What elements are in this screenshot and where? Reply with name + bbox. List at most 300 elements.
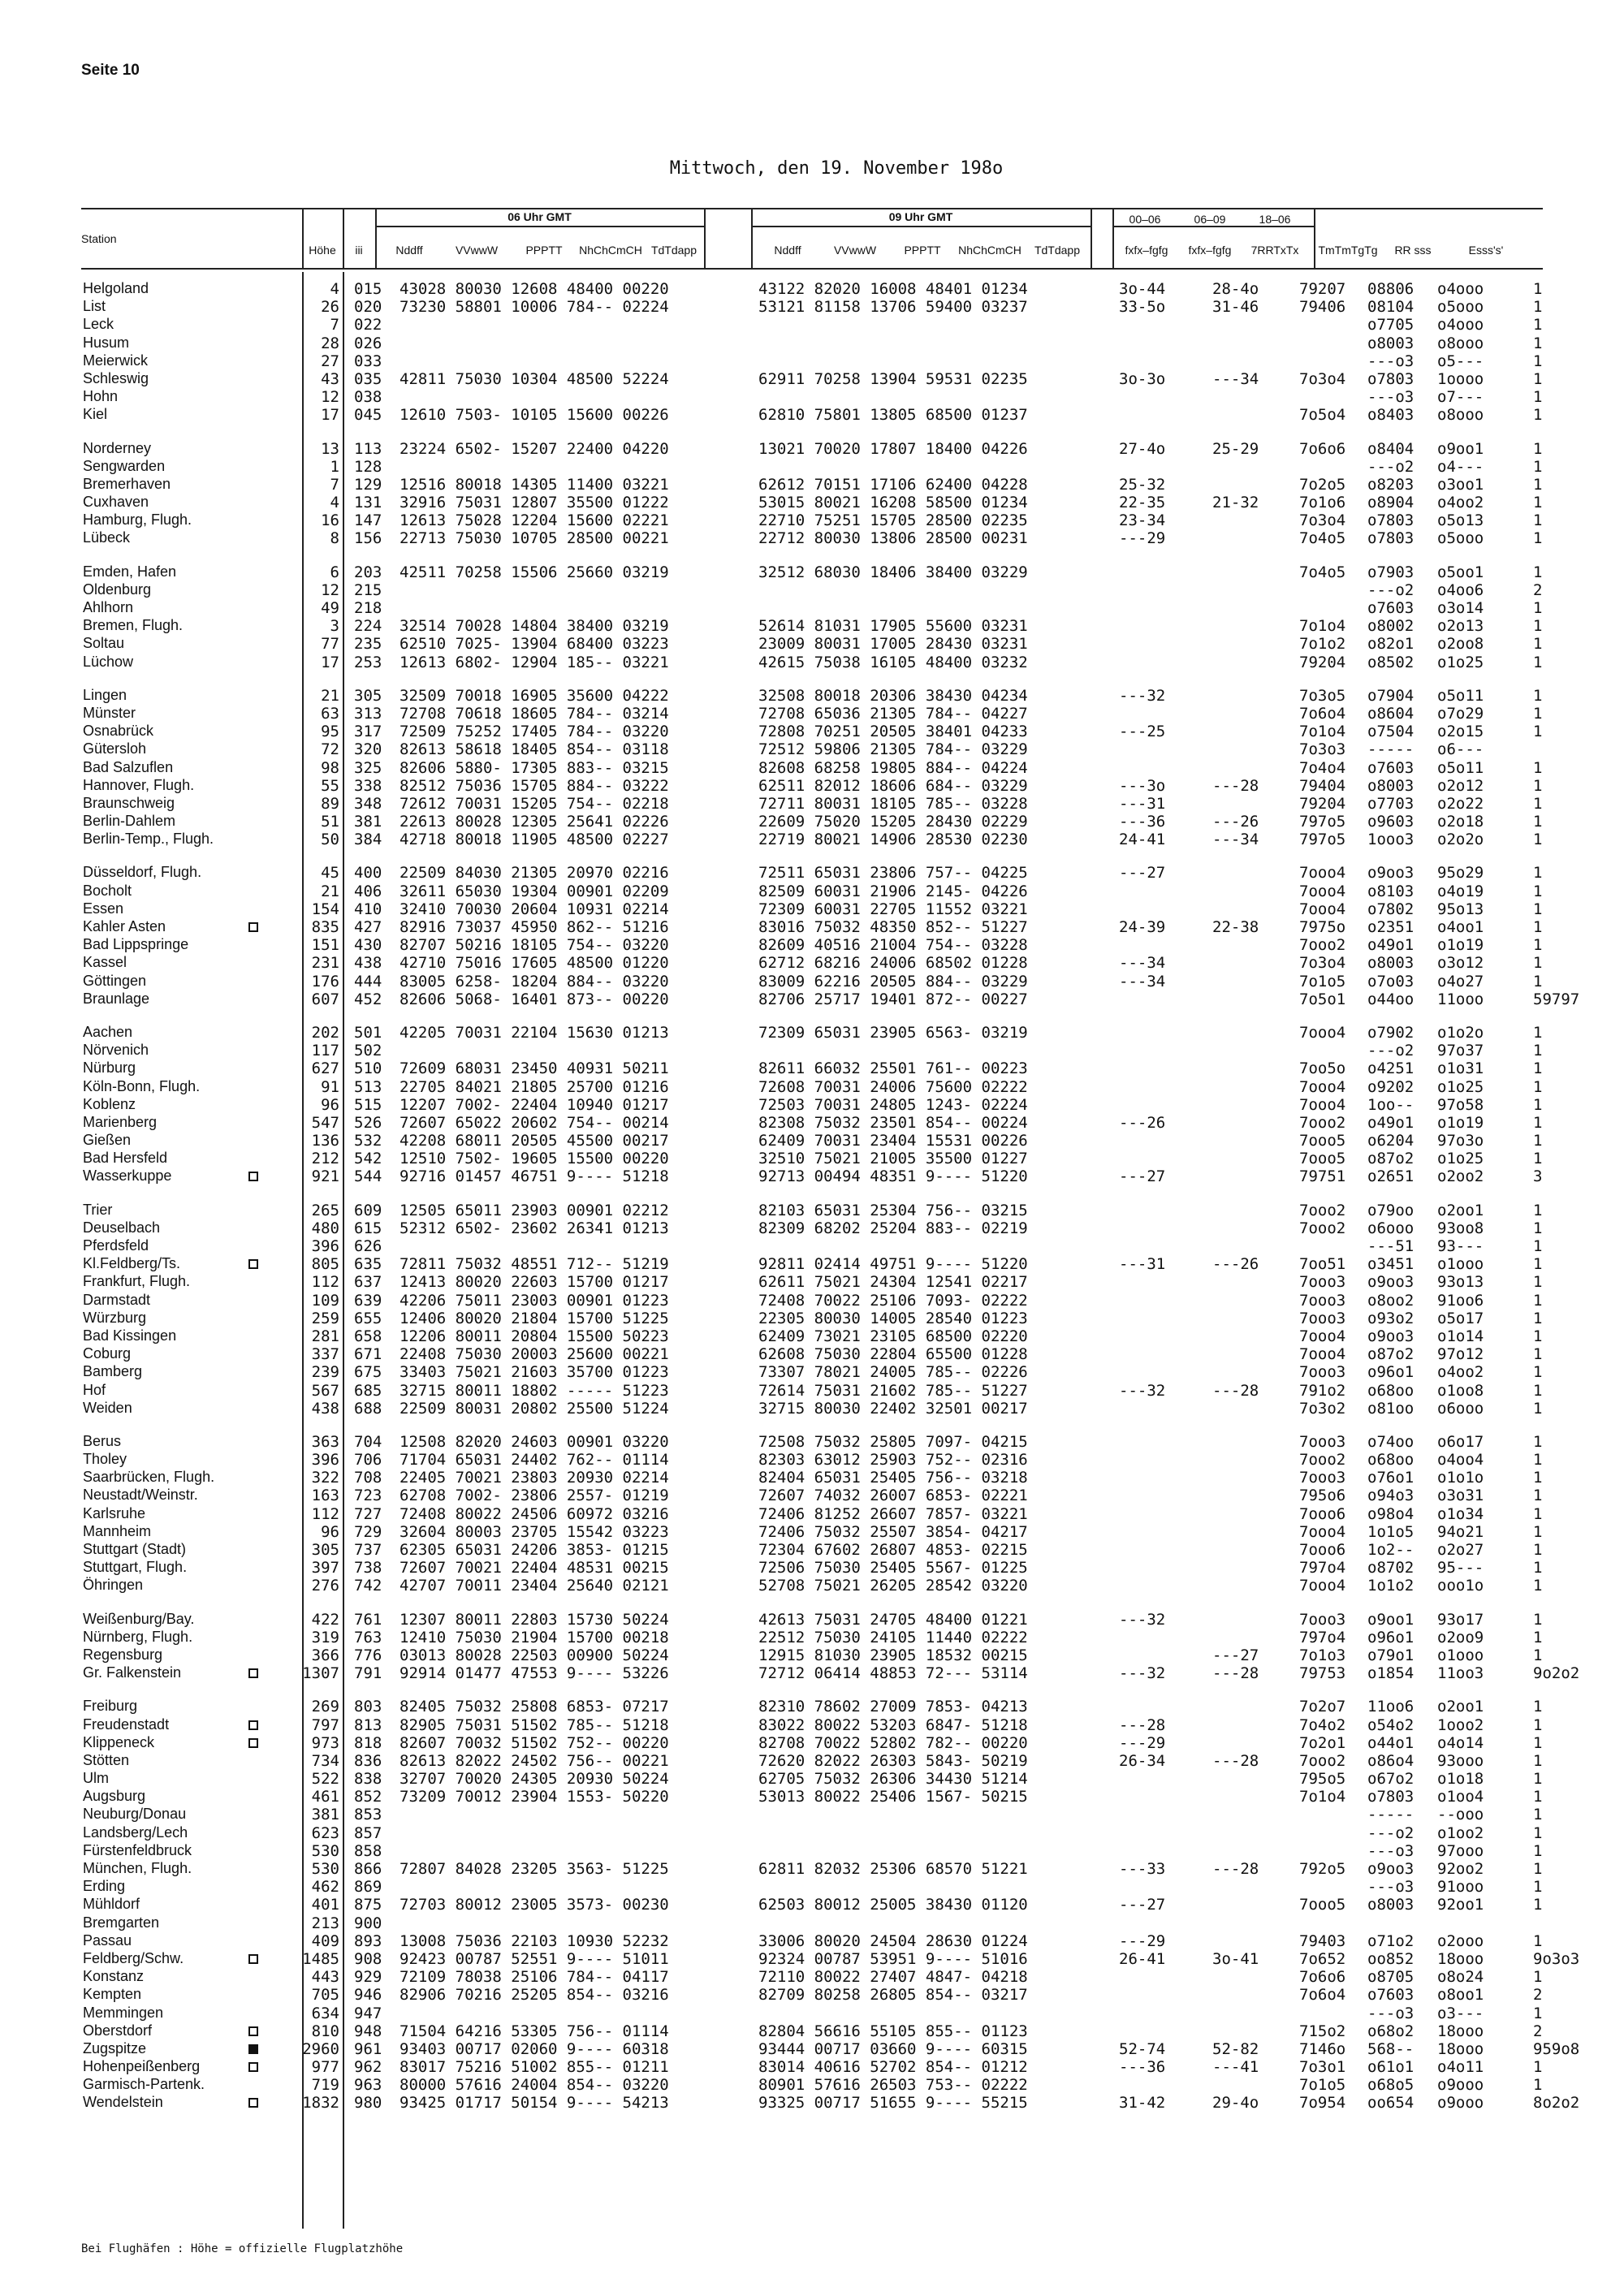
cell-c3: 797o4 <box>1299 1559 1346 1577</box>
cell-h06: 62510 7025- 13904 68400 03223 <box>400 635 669 654</box>
cell-c5: o2oo2 <box>1437 1167 1484 1186</box>
cell-c4: o6ooo <box>1367 1219 1415 1237</box>
cell-hoehe: 396 <box>311 1451 339 1470</box>
cell-c5: o3o12 <box>1437 954 1484 973</box>
cell-c4: o8702 <box>1367 1559 1415 1577</box>
cell-c4: ---o3 <box>1367 388 1415 407</box>
cell-c3: 7o1o5 <box>1299 2076 1346 2095</box>
table-row <box>81 406 1543 424</box>
table-row <box>81 599 1543 617</box>
cell-c4: o7802 <box>1367 900 1415 918</box>
cell-c4: ---o2 <box>1367 580 1415 599</box>
header-rule-06 <box>375 226 704 227</box>
cell-c5: 94o21 <box>1437 1522 1484 1541</box>
station-name: Düsseldorf, Flugh. <box>83 864 202 881</box>
station-name: Hamburg, Flugh. <box>83 511 192 529</box>
station-name: Frankfurt, Flugh. <box>83 1273 191 1290</box>
cell-c6: 1 <box>1533 334 1543 352</box>
cell-h06: 73209 70012 23904 1553- 50220 <box>400 1788 669 1806</box>
cell-c3: 7ooo4 <box>1299 882 1346 900</box>
table-row <box>81 1202 1543 1219</box>
cell-hoehe: 810 <box>311 2022 339 2040</box>
station-name: Braunlage <box>83 990 150 1007</box>
cell-c5: o4o11 <box>1437 2058 1484 2077</box>
cell-iii: 427 <box>354 918 382 936</box>
col-tdtd-06: TdTdapp <box>650 244 698 257</box>
table-row <box>81 334 1543 352</box>
cell-iii: 948 <box>354 2022 382 2040</box>
cell-c4: o67o2 <box>1367 1770 1415 1789</box>
cell-iii: 742 <box>354 1577 382 1595</box>
cell-c5: o2o2o <box>1437 831 1484 849</box>
cell-c4: o54o2 <box>1367 1716 1415 1734</box>
station-header: Station <box>81 232 117 245</box>
cell-hoehe: 17 <box>321 406 339 425</box>
cell-iii: 791 <box>354 1664 382 1683</box>
col-rr-sss: RR sss <box>1394 244 1432 257</box>
cell-hoehe: 212 <box>311 1150 339 1168</box>
cell-hoehe: 627 <box>311 1060 339 1078</box>
cell-hoehe: 112 <box>311 1504 339 1523</box>
station-name: Braunschweig <box>83 794 175 811</box>
cell-c3: 7ooo5 <box>1299 1150 1346 1168</box>
cell-c5: o3o14 <box>1437 599 1484 617</box>
cell-h06: 33403 75021 21603 35700 01223 <box>400 1363 669 1382</box>
cell-h09: 82709 80258 26805 854-- 03217 <box>758 1986 1028 2005</box>
cell-c3: 797o5 <box>1299 831 1346 849</box>
cell-c5: 93--- <box>1437 1237 1484 1255</box>
header-divider <box>1091 208 1092 268</box>
cell-c5: o2oo1 <box>1437 1698 1484 1716</box>
cell-c6: 1 <box>1533 2058 1543 2077</box>
cell-c3: 7ooo3 <box>1299 1610 1346 1629</box>
cell-c1: 22-35 <box>1119 494 1166 512</box>
col-esss: Esss's' <box>1468 244 1504 257</box>
cell-c4: o61o1 <box>1367 2058 1415 2077</box>
cell-c5: ooo1o <box>1437 1577 1484 1595</box>
cell-c5: o3o31 <box>1437 1487 1484 1505</box>
cell-c5: o1oo2 <box>1437 1823 1484 1842</box>
cell-c1: 24-39 <box>1119 918 1166 936</box>
cell-c4: o93o2 <box>1367 1309 1415 1327</box>
cell-h06: 12613 6802- 12904 185-- 03221 <box>400 653 669 671</box>
cell-iii: 776 <box>354 1646 382 1664</box>
cell-c2: ---26 <box>1212 1255 1259 1274</box>
cell-iii: 961 <box>354 2039 382 2058</box>
cell-c4: ---o2 <box>1367 457 1415 476</box>
cell-hoehe: 43 <box>321 369 339 388</box>
cell-c1: 3o-3o <box>1119 369 1166 388</box>
table-row <box>81 617 1543 635</box>
station-name: Darmstadt <box>83 1291 151 1308</box>
cell-c4: o7803 <box>1367 529 1415 548</box>
period-18-06: 18–06 <box>1259 213 1291 226</box>
cell-c4: o68o2 <box>1367 2022 1415 2040</box>
station-group <box>81 1024 1543 1186</box>
cell-c5: o7o29 <box>1437 704 1484 723</box>
cell-c6: 1 <box>1533 1806 1543 1824</box>
cell-h09: 22609 75020 15205 28430 02229 <box>758 813 1028 831</box>
cell-c6: 1 <box>1533 1487 1543 1505</box>
cell-iii: 655 <box>354 1309 382 1327</box>
table-row <box>81 954 1543 972</box>
cell-c5: 92oo2 <box>1437 1860 1484 1878</box>
cell-h06: 22509 84030 21305 20970 02216 <box>400 864 669 883</box>
cell-c6: 1 <box>1533 1060 1543 1078</box>
cell-h06: 72609 68031 23450 40931 50211 <box>400 1060 669 1078</box>
cell-h09: 62409 70031 23404 15531 00226 <box>758 1132 1028 1150</box>
cell-h06: 42205 70031 22104 15630 01213 <box>400 1023 669 1042</box>
station-name: Neustadt/Weinstr. <box>83 1487 198 1504</box>
station-group <box>81 440 1543 548</box>
cell-h09: 52614 81031 17905 55600 03231 <box>758 617 1028 636</box>
cell-h06: 32611 65030 19304 00901 02209 <box>400 882 669 900</box>
cell-c3: 7o954 <box>1299 2094 1346 2113</box>
cell-c6: 1 <box>1533 918 1543 936</box>
cell-c6: 1 <box>1533 1968 1543 1987</box>
table-row <box>81 1664 1580 1683</box>
cell-hoehe: 973 <box>311 1733 339 1752</box>
cell-h06: 42718 80018 11905 48500 02227 <box>400 831 669 849</box>
cell-c1: 27-4o <box>1119 439 1166 458</box>
cell-h09: 72614 75031 21602 785-- 51227 <box>758 1381 1028 1400</box>
cell-c3: 7ooo4 <box>1299 1077 1346 1096</box>
cell-h06: 93425 01717 50154 9---- 54213 <box>400 2094 669 2113</box>
cell-c4: o7603 <box>1367 758 1415 777</box>
cell-c3: 7o5o4 <box>1299 406 1346 425</box>
cell-c3: 7o3o3 <box>1299 740 1346 759</box>
cell-h09: 72309 65031 23905 6563- 03219 <box>758 1023 1028 1042</box>
cell-h06: 12505 65011 23903 00901 02212 <box>400 1201 669 1219</box>
station-name: Kiel <box>83 406 108 423</box>
cell-c3: 7ooo4 <box>1299 864 1346 883</box>
cell-c6: 1 <box>1533 457 1543 476</box>
table-row <box>81 2094 1580 2113</box>
station-name: Bremerhaven <box>83 475 171 492</box>
cell-iii: 723 <box>354 1487 382 1505</box>
cell-c3: 7146o <box>1299 2039 1346 2058</box>
cell-c3: 7ooo2 <box>1299 1201 1346 1219</box>
table-row <box>81 1611 1543 1629</box>
cell-c4: o44o1 <box>1367 1733 1415 1752</box>
col-nddff-09: Nddff <box>774 244 801 257</box>
station-name: Emden, Hafen <box>83 563 177 580</box>
station-name: Memmingen <box>83 2004 164 2021</box>
station-name: Zugspitze <box>83 2039 147 2056</box>
cell-h06: 22705 84021 21805 25700 01216 <box>400 1077 669 1096</box>
cell-iii: 038 <box>354 388 382 407</box>
cell-iii: 639 <box>354 1291 382 1310</box>
cell-c6: 1 <box>1533 1132 1543 1150</box>
cell-c3: 7o652 <box>1299 1949 1346 1968</box>
cell-h09: 93444 00717 03660 9---- 60315 <box>758 2039 1028 2058</box>
cell-h09: 72110 80022 27407 4847- 04218 <box>758 1968 1028 1987</box>
cell-hoehe: 89 <box>321 794 339 813</box>
cell-c2: 28-4o <box>1212 280 1259 298</box>
cell-c3: 79403 <box>1299 1931 1346 1950</box>
cell-c2: 25-29 <box>1212 439 1259 458</box>
cell-h09: 62611 75021 24304 12541 02217 <box>758 1273 1028 1292</box>
cell-hoehe: 8 <box>330 529 339 548</box>
cell-h09: 72808 70251 20505 38401 04233 <box>758 723 1028 741</box>
cell-c3: 7o5o1 <box>1299 990 1346 1008</box>
header-divider <box>1314 208 1315 268</box>
cell-c1: ---34 <box>1119 954 1166 973</box>
cell-hoehe: 27 <box>321 352 339 370</box>
table-row <box>81 1345 1543 1363</box>
station-name: Marienberg <box>83 1113 158 1130</box>
station-name: Passau <box>83 1931 132 1949</box>
cell-h09: 52708 75021 26205 28542 03220 <box>758 1577 1028 1595</box>
cell-iii: 406 <box>354 882 382 900</box>
cell-c5: 91ooo <box>1437 1878 1484 1897</box>
cell-hoehe: 977 <box>311 2058 339 2077</box>
cell-hoehe: 163 <box>311 1487 339 1505</box>
cell-iii: 763 <box>354 1628 382 1646</box>
cell-h06: 83017 75216 51002 855-- 01211 <box>400 2058 669 2077</box>
station-name: Karlsruhe <box>83 1504 146 1521</box>
cell-h06: 82606 5880- 17305 883-- 03215 <box>400 758 669 777</box>
cell-c3: 7ooo6 <box>1299 1541 1346 1559</box>
cell-c6: 1 <box>1533 1399 1543 1418</box>
cell-c6: 1 <box>1533 1751 1543 1770</box>
cell-c2: ---28 <box>1212 776 1259 795</box>
cell-c3: 792o5 <box>1299 1860 1346 1878</box>
cell-c5: 18ooo <box>1437 2022 1484 2040</box>
cell-c5: o1o2o <box>1437 1023 1484 1042</box>
hoehe-header: Höhe <box>309 244 336 257</box>
mountain-station-marker-icon <box>248 1720 258 1730</box>
cell-h06: 73230 58801 10006 784-- 02224 <box>400 298 669 317</box>
cell-h09: 82309 68202 25204 883-- 02219 <box>758 1219 1028 1237</box>
cell-c6: 1 <box>1533 1522 1543 1541</box>
cell-iii: 727 <box>354 1504 382 1523</box>
station-name: Hannover, Flugh. <box>83 776 195 793</box>
cell-iii: 515 <box>354 1095 382 1114</box>
cell-c3: 7o4o2 <box>1299 1716 1346 1734</box>
cell-c3: 7ooo2 <box>1299 1113 1346 1132</box>
station-name: Cuxhaven <box>83 494 149 511</box>
cell-hoehe: 154 <box>311 900 339 918</box>
cell-c5: o1o19 <box>1437 936 1484 955</box>
cell-c5: o4oo2 <box>1437 494 1484 512</box>
cell-c6: 1 <box>1533 1860 1543 1878</box>
footnote: Bei Flughäfen : Höhe = offizielle Flugplatzhöhe <box>81 2242 404 2255</box>
cell-c6: 1 <box>1533 813 1543 831</box>
cell-hoehe: 530 <box>311 1841 339 1860</box>
table-row <box>81 511 1543 529</box>
cell-c4: o7504 <box>1367 723 1415 741</box>
cell-h09: 72503 70031 24805 1243- 02224 <box>758 1095 1028 1114</box>
cell-c5: o1o1o <box>1437 1469 1484 1487</box>
cell-c3: 79207 <box>1299 280 1346 298</box>
cell-c3: 7o4o4 <box>1299 758 1346 777</box>
cell-c5: o8ooo <box>1437 406 1484 425</box>
cell-c1: 26-34 <box>1119 1751 1166 1770</box>
cell-iii: 156 <box>354 529 382 548</box>
cell-c1: ---27 <box>1119 1167 1166 1186</box>
cell-c4: o49o1 <box>1367 1113 1415 1132</box>
station-name: Landsberg/Lech <box>83 1823 188 1841</box>
cell-c6: 1 <box>1533 1363 1543 1382</box>
station-name: Göttingen <box>83 972 147 989</box>
cell-c5: o9ooo <box>1437 2076 1484 2095</box>
cell-iii: 035 <box>354 369 382 388</box>
cell-h09: 83009 62216 20505 884-- 03229 <box>758 972 1028 990</box>
cell-h06: 32514 70028 14804 38400 03219 <box>400 617 669 636</box>
cell-c4: ---o2 <box>1367 1042 1415 1060</box>
cell-c4: o7o03 <box>1367 972 1415 990</box>
station-group <box>81 864 1580 1008</box>
cell-h06: 82606 5068- 16401 873-- 00220 <box>400 990 669 1008</box>
cell-c1: ---31 <box>1119 794 1166 813</box>
cell-c4: ----- <box>1367 1806 1415 1824</box>
station-name: Würzburg <box>83 1309 147 1326</box>
cell-c6: 1 <box>1533 475 1543 494</box>
station-name: Tholey <box>83 1451 127 1468</box>
cell-h09: 83022 80022 53203 6847- 51218 <box>758 1716 1028 1734</box>
cell-c6: 1 <box>1533 864 1543 883</box>
cell-c6: 1 <box>1533 1381 1543 1400</box>
cell-c4: o8404 <box>1367 439 1415 458</box>
cell-h06: 82613 58618 18405 854-- 03118 <box>400 740 669 759</box>
table-row <box>81 1024 1543 1042</box>
cell-hoehe: 21 <box>321 882 339 900</box>
station-group <box>81 1698 1580 2113</box>
cell-c4: o8103 <box>1367 882 1415 900</box>
col-vvwww-09: VVwwW <box>833 244 877 257</box>
cell-hoehe: 231 <box>311 954 339 973</box>
cell-c5: o3oo1 <box>1437 475 1484 494</box>
cell-iii: 658 <box>354 1327 382 1345</box>
cell-iii: 045 <box>354 406 382 425</box>
cell-h09: 82310 78602 27009 7853- 04213 <box>758 1698 1028 1716</box>
station-name: Bad Lippspringe <box>83 936 189 953</box>
table-row <box>81 1078 1543 1096</box>
station-name: Lingen <box>83 686 127 703</box>
cell-h06: 62708 7002- 23806 2557- 01219 <box>400 1487 669 1505</box>
cell-c6: 1 <box>1533 1345 1543 1364</box>
cell-h09: 62511 82012 18606 684-- 03229 <box>758 776 1028 795</box>
cell-h06: 22509 80031 20802 25500 51224 <box>400 1399 669 1418</box>
cell-h09: 82103 65031 25304 756-- 03215 <box>758 1201 1028 1219</box>
station-name: Klippeneck <box>83 1733 155 1750</box>
cell-c1: ---25 <box>1119 723 1166 741</box>
cell-iii: 544 <box>354 1167 382 1186</box>
group-header-06: 06 Uhr GMT <box>508 210 572 223</box>
cell-c2: ---28 <box>1212 1664 1259 1683</box>
table-row <box>81 831 1543 848</box>
cell-c4: oo852 <box>1367 1949 1415 1968</box>
cell-c1: 25-32 <box>1119 475 1166 494</box>
cell-c4: o9202 <box>1367 1077 1415 1096</box>
cell-c1: ---34 <box>1119 972 1166 990</box>
cell-h06: 72607 65022 20602 754-- 00214 <box>400 1113 669 1132</box>
cell-c3: 7975o <box>1299 918 1346 936</box>
cell-c6: 1 <box>1533 882 1543 900</box>
cell-c5: 11oo3 <box>1437 1664 1484 1683</box>
cell-c4: o8003 <box>1367 1896 1415 1914</box>
station-name: Neuburg/Donau <box>83 1806 187 1823</box>
cell-c5: 11ooo <box>1437 990 1484 1008</box>
cell-c6: 1 <box>1533 298 1543 317</box>
cell-iii: 235 <box>354 635 382 654</box>
table-row <box>81 759 1543 777</box>
cell-iii: 410 <box>354 900 382 918</box>
cell-c3: 7ooo3 <box>1299 1363 1346 1382</box>
cell-c5: o1o25 <box>1437 653 1484 671</box>
cell-h09: 53013 80022 25406 1567- 50215 <box>758 1788 1028 1806</box>
cell-h09: 42615 75038 16105 48400 03232 <box>758 653 1028 671</box>
cell-h09: 62409 73021 23105 68500 02220 <box>758 1327 1028 1345</box>
cell-h09: 53015 80021 16208 58500 01234 <box>758 494 1028 512</box>
cell-c4: o68oo <box>1367 1451 1415 1470</box>
table-row <box>81 1327 1543 1345</box>
cell-hoehe: 77 <box>321 635 339 654</box>
station-name: Ahlhorn <box>83 599 134 615</box>
cell-iii: 325 <box>354 758 382 777</box>
cell-c1: ---31 <box>1119 1255 1166 1274</box>
cell-c6: 1 <box>1533 1896 1543 1914</box>
cell-hoehe: 921 <box>311 1167 339 1186</box>
cell-h09: 83014 40616 52702 854-- 01212 <box>758 2058 1028 2077</box>
col-rrtxtx: 7RRTxTx <box>1250 244 1299 257</box>
table-row <box>81 1400 1543 1418</box>
cell-hoehe: 96 <box>321 1522 339 1541</box>
cell-c6: 1 <box>1533 406 1543 425</box>
station-name: Hohenpeißenberg <box>83 2058 201 2075</box>
cell-hoehe: 305 <box>311 1541 339 1559</box>
cell-c3: 7ooo4 <box>1299 1522 1346 1541</box>
station-name: Coburg <box>83 1345 132 1362</box>
table-row <box>81 1219 1543 1237</box>
cell-c3: 715o2 <box>1299 2022 1346 2040</box>
cell-iii: 836 <box>354 1751 382 1770</box>
cell-c5: o8oo1 <box>1437 1986 1484 2005</box>
cell-hoehe: 322 <box>311 1469 339 1487</box>
cell-h09: 22719 80021 14906 28530 02230 <box>758 831 1028 849</box>
cell-c5: o5o17 <box>1437 1309 1484 1327</box>
cell-c3: 797o5 <box>1299 813 1346 831</box>
station-name: Weißenburg/Bay. <box>83 1610 195 1627</box>
cell-h06: 72708 70618 18605 784-- 03214 <box>400 704 669 723</box>
cell-c5: 97o58 <box>1437 1095 1484 1114</box>
cell-hoehe: 381 <box>311 1806 339 1824</box>
cell-h09: 82609 40516 21004 754-- 03228 <box>758 936 1028 955</box>
cell-c4: o7803 <box>1367 511 1415 530</box>
cell-iii: 626 <box>354 1237 382 1255</box>
cell-c2: ---28 <box>1212 1860 1259 1878</box>
cell-iii: 803 <box>354 1698 382 1716</box>
mountain-station-marker-icon <box>248 2098 258 2108</box>
cell-hoehe: 366 <box>311 1646 339 1664</box>
cell-iii: 305 <box>354 686 382 705</box>
cell-c4: o9oo3 <box>1367 1273 1415 1292</box>
table-row <box>81 1968 1543 1986</box>
table-row <box>81 1629 1543 1646</box>
table-row <box>81 1698 1543 1716</box>
cell-c6: 1 <box>1533 704 1543 723</box>
cell-c6: 1 <box>1533 1716 1543 1734</box>
cell-c4: o98o4 <box>1367 1504 1415 1523</box>
cell-c6: 1 <box>1533 1577 1543 1595</box>
cell-c6: 1 <box>1533 1291 1543 1310</box>
cell-h09: 33006 80020 24504 28630 01224 <box>758 1931 1028 1950</box>
cell-h09: 62712 68216 24006 68502 01228 <box>758 954 1028 973</box>
cell-hoehe: 734 <box>311 1751 339 1770</box>
cell-c5: 95--- <box>1437 1559 1484 1577</box>
col-clouds-06: NhChCmCH <box>579 244 642 257</box>
